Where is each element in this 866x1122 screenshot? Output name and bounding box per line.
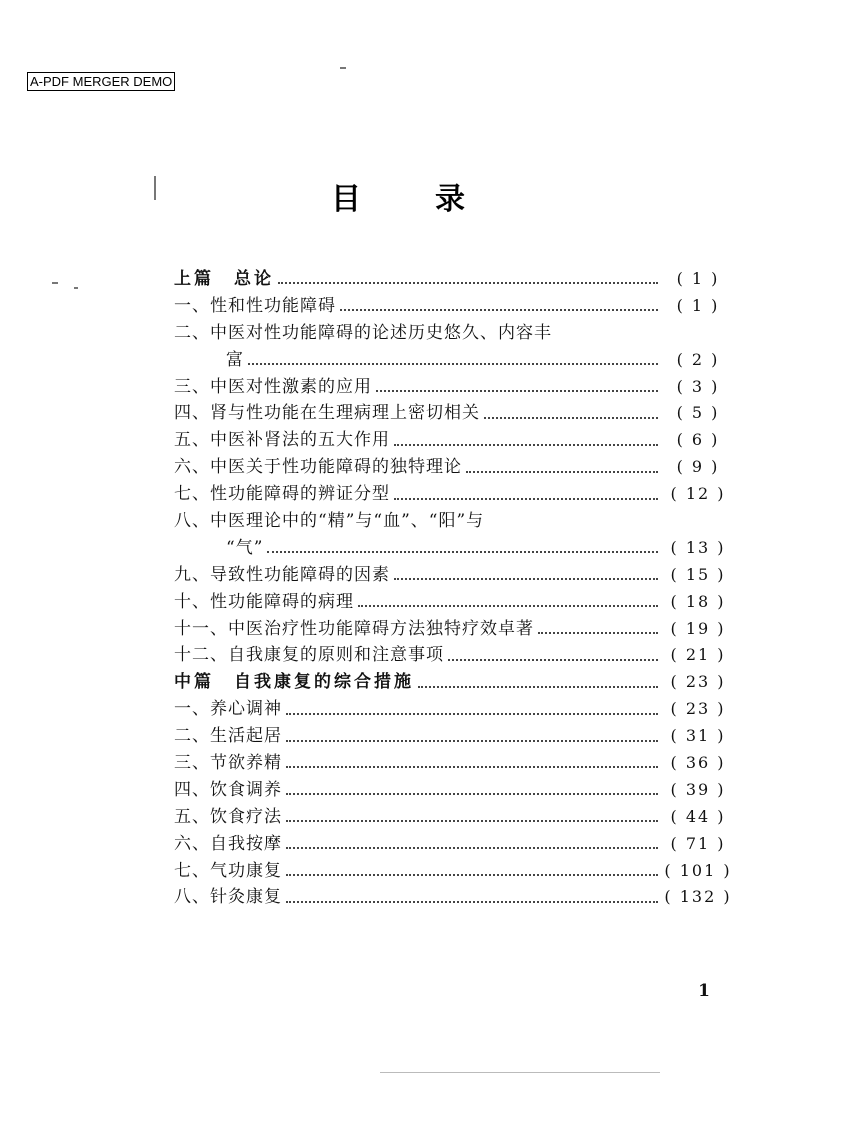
- toc-entry-row: [174, 884, 734, 911]
- toc-entry-page: ( 23 ): [670, 699, 726, 719]
- table-of-contents: [174, 266, 734, 911]
- toc-entry-row: [174, 589, 734, 616]
- toc-entry-label: 一、性和性功能障碍: [174, 295, 336, 316]
- toc-entry-page: ( 132 ): [664, 887, 732, 907]
- toc-section-row: [174, 669, 734, 696]
- toc-entry-row: [174, 804, 734, 831]
- toc-entry-label: 中篇 自我康复的综合措施: [174, 672, 414, 693]
- toc-entry-label: 五、饮食疗法: [174, 806, 282, 827]
- toc-section-row: [174, 266, 734, 293]
- toc-leader-dots: [286, 699, 658, 715]
- toc-entry-page: ( 15 ): [670, 564, 726, 584]
- toc-entry-page: ( 9 ): [676, 457, 720, 477]
- toc-entry-label: 十一、中医治疗性功能障碍方法独特疗效卓著: [174, 618, 534, 639]
- scan-speck: [154, 176, 156, 200]
- toc-entry-page: ( 36 ): [670, 753, 726, 773]
- toc-leader-dots: [538, 618, 658, 634]
- toc-leader-dots: [358, 591, 658, 607]
- scan-speck: [74, 287, 78, 289]
- scan-speck: [52, 282, 58, 284]
- toc-entry-row: [174, 535, 734, 562]
- toc-leader-dots: [448, 645, 658, 661]
- toc-entry-label: 十二、自我康复的原则和注意事项: [174, 645, 444, 666]
- toc-entry-page: ( 12 ): [670, 484, 726, 504]
- toc-entry-page: ( 31 ): [670, 726, 726, 746]
- toc-entry-row: [174, 347, 734, 374]
- toc-leader-dots: [418, 672, 658, 688]
- toc-entry-page: ( 3 ): [676, 376, 720, 396]
- toc-leader-dots: [286, 833, 658, 849]
- toc-entry-row: [174, 293, 734, 320]
- toc-entry-label: 八、中医理论中的“精”与“血”、“阳”与: [174, 511, 485, 532]
- toc-entry-label: 九、导致性功能障碍的因素: [174, 564, 390, 585]
- toc-leader-dots: [286, 726, 658, 742]
- toc-entry-page: ( 13 ): [670, 537, 726, 557]
- toc-leader-dots: [286, 806, 658, 822]
- toc-entry-page: ( 1 ): [676, 295, 720, 315]
- toc-leader-dots: [340, 295, 658, 311]
- toc-leader-dots: [267, 537, 658, 553]
- toc-entry-page: ( 2 ): [676, 349, 720, 369]
- toc-entry-row: [174, 562, 734, 589]
- toc-entry-label: 上篇 总论: [174, 269, 274, 289]
- toc-leader-dots: [286, 887, 658, 903]
- toc-leader-dots: [394, 484, 658, 500]
- toc-leader-dots: [394, 564, 658, 580]
- toc-entry-label: 富: [226, 349, 244, 370]
- toc-entry-label: 十、性功能障碍的病理: [174, 591, 354, 612]
- toc-entry-label: 一、养心调神: [174, 699, 282, 720]
- toc-entry-page: ( 6 ): [676, 430, 720, 450]
- toc-entry-label: 七、气功康复: [174, 860, 282, 881]
- toc-leader-dots: [248, 349, 658, 365]
- toc-entry-label: 二、生活起居: [174, 726, 282, 747]
- toc-entry-row: [174, 508, 734, 535]
- toc-entry-row: [174, 642, 734, 669]
- toc-leader-dots: [466, 457, 658, 473]
- toc-entry-page: ( 44 ): [670, 806, 726, 826]
- page-title: 目录: [331, 182, 539, 217]
- toc-leader-dots: [278, 268, 658, 284]
- toc-entry-page: ( 5 ): [676, 403, 720, 423]
- toc-entry-label: 六、中医关于性功能障碍的独特理论: [174, 457, 462, 478]
- toc-entry-row: [174, 400, 734, 427]
- watermark-label: A-PDF MERGER DEMO: [27, 72, 175, 91]
- toc-leader-dots: [286, 752, 658, 768]
- toc-leader-dots: [376, 376, 658, 392]
- scan-speck: [380, 1072, 660, 1073]
- toc-entry-row: [174, 481, 734, 508]
- toc-entry-row: [174, 858, 734, 885]
- toc-entry-row: [174, 723, 734, 750]
- toc-entry-label: 四、肾与性功能在生理病理上密切相关: [174, 403, 480, 424]
- scan-speck: [340, 67, 346, 69]
- toc-entry-row: [174, 777, 734, 804]
- toc-entry-label: 八、针灸康复: [174, 887, 282, 908]
- page-number: 1: [698, 981, 710, 1001]
- toc-entry-page: ( 39 ): [670, 779, 726, 799]
- toc-entry-row: [174, 750, 734, 777]
- toc-entry-label: 五、中医补肾法的五大作用: [174, 430, 390, 451]
- toc-entry-row: [174, 427, 734, 454]
- toc-entry-row: [174, 696, 734, 723]
- toc-entry-label: 四、饮食调养: [174, 779, 282, 800]
- toc-entry-row: [174, 616, 734, 643]
- toc-leader-dots: [394, 430, 658, 446]
- toc-entry-label: 二、中医对性功能障碍的论述历史悠久、内容丰: [174, 322, 552, 343]
- toc-entry-label: 七、性功能障碍的辨证分型: [174, 484, 390, 505]
- toc-entry-label: “气”: [226, 537, 264, 558]
- toc-leader-dots: [286, 860, 658, 876]
- toc-entry-row: [174, 374, 734, 401]
- toc-entry-page: ( 23 ): [670, 672, 726, 692]
- toc-entry-label: 三、节欲养精: [174, 753, 282, 774]
- toc-entry-label: 六、自我按摩: [174, 833, 282, 854]
- toc-entry-page: ( 18 ): [670, 591, 726, 611]
- toc-entry-page: ( 19 ): [670, 618, 726, 638]
- toc-entry-page: ( 21 ): [670, 645, 726, 665]
- toc-leader-dots: [286, 779, 658, 795]
- toc-entry-row: [174, 454, 734, 481]
- toc-entry-row: [174, 320, 734, 347]
- toc-entry-row: [174, 831, 734, 858]
- toc-leader-dots: [484, 403, 658, 419]
- toc-entry-label: 三、中医对性激素的应用: [174, 376, 372, 397]
- toc-entry-page: ( 71 ): [670, 833, 726, 853]
- toc-entry-page: ( 101 ): [664, 860, 732, 880]
- toc-entry-page: ( 1 ): [676, 269, 720, 288]
